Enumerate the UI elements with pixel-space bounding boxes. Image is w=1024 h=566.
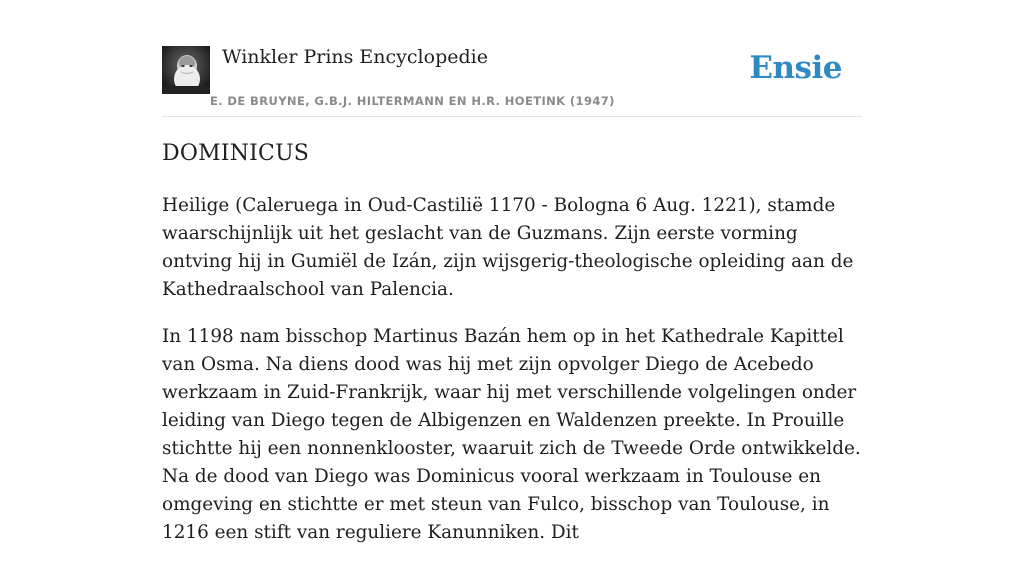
bearded-man-portrait-icon xyxy=(162,46,210,94)
header xyxy=(162,0,862,117)
article-body xyxy=(162,192,862,566)
site-title[interactable]: Winkler Prins Encyclopedie xyxy=(222,46,488,68)
article-paragraph: Heilige (Caleruega in Oud-Castilië 1170 - Bologna 6 Aug. 1221), stamde waarschijnlijk uit het geslacht van de Guzmans. Zijn eerste vorming ontving hij in Gumiël de Izán, zijn wijsgerig-theologische opleiding aan de Kathedraalschool van Palencia. xyxy=(162,195,854,300)
page xyxy=(162,0,862,543)
page-title: DOMINICUS xyxy=(162,141,310,166)
authors-byline: E. DE BRUYNE, G.B.J. HILTERMANN EN H.R. HOETINK (1947) xyxy=(210,94,615,108)
brand-logo[interactable]: Ensie xyxy=(749,50,842,86)
author-avatar[interactable] xyxy=(162,46,210,94)
article-paragraph: In 1198 nam bisschop Martinus Bazán hem op in het Kathedrale Kapittel van Osma. Na diens dood was hij met zijn opvolger Diego de Acebedo werkzaam in Zuid-Frankrijk, waar hij met verschillende volgelingen onder leiding van Diego tegen de Albigenzen en Waldenzen preekte. In Prouille stichtte hij een nonnenklooster, waaruit zich de Tweede Orde ontwikkelde. Na de dood van Diego was Dominicus vooral werkzaam in Toulouse en omgeving en stichtte er met steun van Fulco, bisschop van Toulouse, in 1216 een stift van reguliere Kanunniken. Dit xyxy=(162,326,861,543)
